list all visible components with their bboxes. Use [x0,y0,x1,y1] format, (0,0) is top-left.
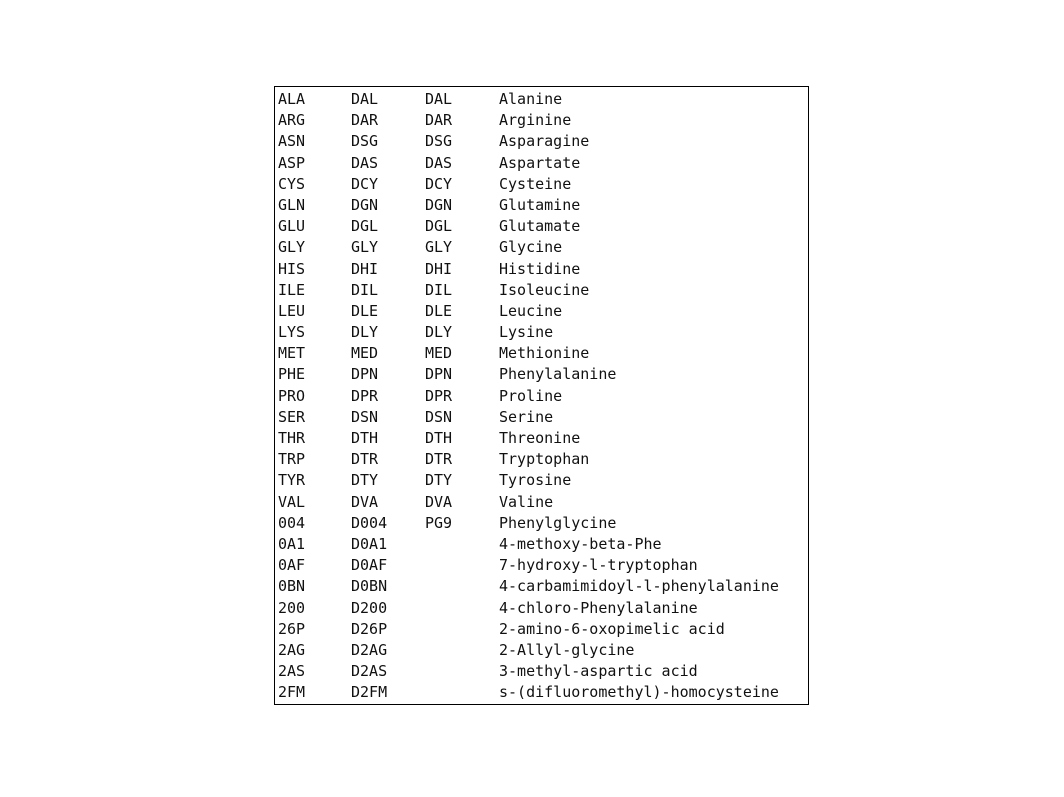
d-code-cell: D26P [351,619,388,638]
l-code-cell: TYR [278,471,306,490]
table-row [275,301,808,322]
alt-d-code-cell: DAR [425,111,453,130]
table-row [275,640,808,661]
table-row [275,386,808,407]
table-row [275,322,808,343]
l-code-cell: 004 [278,513,306,532]
alt-d-code-cell: DAS [425,153,453,172]
l-code-cell: GLY [278,238,306,257]
l-code-cell: PHE [278,365,306,384]
l-code-cell: MET [278,344,306,363]
d-code-cell: D0AF [351,556,388,575]
alt-d-code-cell: DGL [425,217,453,236]
table-row [275,682,808,703]
l-code-cell: VAL [278,492,306,511]
table-row [275,195,808,216]
d-code-cell: DAL [351,90,379,108]
l-code-cell: 0BN [278,577,306,596]
residue-name-cell: Asparagine [499,132,590,151]
d-code-cell: DAR [351,111,379,130]
d-code-cell: D004 [351,513,388,532]
l-code-cell: 0A1 [278,534,306,553]
table-row [275,470,808,491]
alt-d-code-cell: DLY [425,323,453,342]
residue-name-cell: 4-carbamimidoyl-l-phenylalanine [499,577,779,596]
d-code-cell: GLY [351,238,379,257]
d-code-cell: DHI [351,259,379,278]
l-code-cell: GLU [278,217,306,236]
l-code-cell: ILE [278,280,306,299]
l-code-cell: LEU [278,301,306,320]
residue-name-cell: s-(difluoromethyl)-homocysteine [499,683,779,702]
residue-name-cell: 3-methyl-aspartic acid [499,662,698,681]
residue-name-cell: Glutamine [499,195,581,214]
alt-d-code-cell: DSN [425,407,453,426]
residue-name-cell: Proline [499,386,563,405]
table-row [275,661,808,682]
l-code-cell: PRO [278,386,306,405]
residue-name-cell: Alanine [499,90,563,108]
l-code-cell: GLN [278,195,306,214]
table-row [275,237,808,258]
l-code-cell: 26P [278,619,306,638]
residue-name-cell: 4-methoxy-beta-Phe [499,534,662,553]
l-code-cell: 200 [278,598,306,617]
table-row [275,407,808,428]
l-code-cell: THR [278,429,306,447]
alt-d-code-cell: DTR [425,450,453,469]
alt-d-code-cell: DLE [425,301,453,320]
d-code-cell: DPR [351,386,379,405]
residue-name-cell: 2-amino-6-oxopimelic acid [499,619,725,638]
residue-name-cell: Tyrosine [499,471,572,490]
d-code-cell: DAS [351,153,379,172]
amino-acid-code-table [274,86,809,705]
residue-name-cell: 7-hydroxy-l-tryptophan [499,556,698,575]
alt-d-code-cell: GLY [425,238,453,257]
residue-name-cell: Aspartate [499,153,581,172]
table-row [275,343,808,364]
d-code-cell: DVA [351,492,379,511]
residue-name-cell: Methionine [499,344,590,363]
residue-name-cell: Cysteine [499,174,572,193]
d-code-cell: DCY [351,174,379,193]
residue-name-cell: Arginine [499,111,572,130]
table-row [275,513,808,534]
residue-name-cell: Phenylglycine [499,513,617,532]
table-row [275,131,808,152]
d-code-cell: D0BN [351,577,388,596]
alt-d-code-cell: DHI [425,259,453,278]
table-row [275,576,808,597]
table-row [275,534,808,555]
table-row [275,216,808,237]
residue-name-cell: Leucine [499,301,563,320]
d-code-cell: DTY [351,471,379,490]
l-code-cell: HIS [278,259,306,278]
d-code-cell: DSG [351,132,379,151]
alt-d-code-cell: DPR [425,386,453,405]
l-code-cell: ALA [278,90,306,108]
l-code-cell: TRP [278,450,306,469]
table-row [275,153,808,174]
d-code-cell: DGN [351,195,379,214]
l-code-cell: 2AG [278,640,306,659]
table-row [275,428,808,449]
table-row [275,492,808,513]
l-code-cell: SER [278,407,306,426]
l-code-cell: 2AS [278,662,306,681]
d-code-cell: D2AS [351,662,388,681]
d-code-cell: DTR [351,450,379,469]
d-code-cell: DGL [351,217,379,236]
residue-name-cell: Valine [499,492,554,511]
residue-name-cell: 2-Allyl-glycine [499,640,635,659]
d-code-cell: DSN [351,407,379,426]
alt-d-code-cell: DTY [425,471,453,490]
d-code-cell: DIL [351,280,379,299]
table-row [275,555,808,576]
l-code-cell: ASN [278,132,306,151]
table-row [275,259,808,280]
table-row [275,598,808,619]
table-row [275,110,808,131]
l-code-cell: 0AF [278,556,306,575]
alt-d-code-cell: PG9 [425,513,453,532]
residue-name-cell: Glutamate [499,217,581,236]
alt-d-code-cell: DIL [425,280,453,299]
residue-name-cell: Serine [499,407,554,426]
d-code-cell: MED [351,344,379,363]
table-row [275,449,808,470]
table-row [275,364,808,385]
d-code-cell: DLE [351,301,379,320]
l-code-cell: LYS [278,323,306,342]
alt-d-code-cell: DSG [425,132,453,151]
residue-name-cell: 4-chloro-Phenylalanine [499,598,698,617]
residue-name-cell: Threonine [499,429,581,447]
alt-d-code-cell: DCY [425,174,453,193]
table-row [275,619,808,640]
residue-name-cell: Lysine [499,323,554,342]
d-code-cell: D2FM [351,683,388,702]
residue-name-cell: Isoleucine [499,280,590,299]
alt-d-code-cell: DTH [425,429,453,447]
alt-d-code-cell: DAL [425,90,453,108]
alt-d-code-cell: DPN [425,365,453,384]
residue-name-cell: Glycine [499,238,563,257]
alt-d-code-cell: MED [425,344,453,363]
d-code-cell: D2AG [351,640,388,659]
l-code-cell: ARG [278,111,306,130]
d-code-cell: DTH [351,429,379,447]
d-code-cell: DLY [351,323,379,342]
d-code-cell: DPN [351,365,379,384]
alt-d-code-cell: DGN [425,195,453,214]
table-row [275,174,808,195]
l-code-cell: CYS [278,174,306,193]
residue-name-cell: Tryptophan [499,450,590,469]
alt-d-code-cell: DVA [425,492,453,511]
d-code-cell: D200 [351,598,388,617]
residue-name-cell: Phenylalanine [499,365,617,384]
d-code-cell: D0A1 [351,534,388,553]
l-code-cell: 2FM [278,683,306,702]
table-row [275,89,808,110]
l-code-cell: ASP [278,153,306,172]
table-row [275,280,808,301]
residue-name-cell: Histidine [499,259,581,278]
